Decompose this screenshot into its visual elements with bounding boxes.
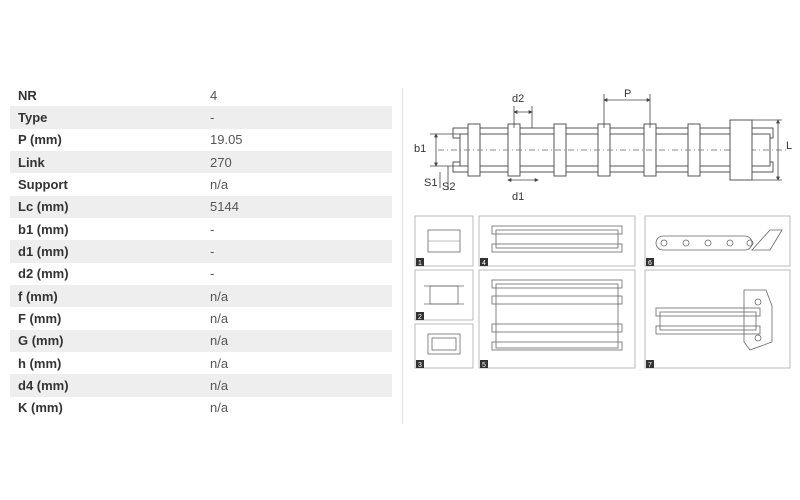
spec-value: n/a <box>210 400 229 416</box>
spec-table <box>10 84 392 419</box>
spec-row <box>10 307 392 329</box>
spec-value: n/a <box>210 177 229 193</box>
spec-label: d4 (mm) <box>10 374 210 396</box>
panel-number-tag <box>416 258 424 267</box>
panel-number: 1 <box>418 260 422 267</box>
panel-number-tag <box>480 360 488 369</box>
divider <box>402 88 403 424</box>
label-d1: d1 <box>512 191 525 203</box>
spec-label: d1 (mm) <box>10 240 210 262</box>
spec-row <box>10 84 392 106</box>
chain-drawing <box>410 80 795 375</box>
spec-value: - <box>210 221 215 237</box>
spec-label: Link <box>10 151 210 173</box>
spec-row <box>10 397 392 419</box>
label-s2: S2 <box>442 181 456 193</box>
spec-label: K (mm) <box>18 400 63 416</box>
panel-number: 5 <box>482 362 486 369</box>
panel-number: 2 <box>418 314 422 321</box>
spec-value: 19.05 <box>210 132 243 148</box>
panel-number-tag <box>646 258 654 267</box>
panel-7 <box>645 270 790 368</box>
spec-row <box>10 240 392 262</box>
spec-value: n/a <box>210 311 229 327</box>
panel-number-tag <box>416 360 424 369</box>
panel-number: 3 <box>418 362 422 369</box>
panel-6 <box>645 216 790 266</box>
panel-sketches <box>424 226 782 354</box>
spec-value: 4 <box>210 87 218 103</box>
spec-value: 270 <box>210 151 392 173</box>
spec-label: NR <box>18 87 37 103</box>
panel-number: 4 <box>482 260 486 267</box>
panel-number-tag <box>416 312 424 321</box>
spec-label: Support <box>18 177 68 193</box>
spec-label: Type <box>10 106 210 128</box>
spec-row <box>10 196 392 218</box>
spec-label: h (mm) <box>18 355 62 371</box>
label-b1: b1 <box>414 143 427 155</box>
panel-number: 6 <box>648 260 652 267</box>
spec-value: n/a <box>210 330 392 352</box>
spec-row <box>10 106 392 128</box>
spec-row <box>10 285 392 307</box>
spec-label: Lc (mm) <box>10 196 210 218</box>
variant-panels <box>415 216 790 368</box>
spec-row <box>10 129 392 151</box>
spec-label: F (mm) <box>18 311 62 327</box>
spec-row <box>10 218 392 240</box>
spec-row <box>10 151 392 173</box>
spec-label: G (mm) <box>10 330 210 352</box>
spec-row <box>10 173 392 195</box>
spec-value: - <box>210 240 392 262</box>
spec-label: b1 (mm) <box>18 221 69 237</box>
spec-value: n/a <box>210 374 392 396</box>
spec-row <box>10 263 392 285</box>
main-chain-view <box>438 120 788 180</box>
spec-value: n/a <box>210 285 392 307</box>
spec-value: 5144 <box>210 196 392 218</box>
spec-label: f (mm) <box>10 285 210 307</box>
spec-value: - <box>210 106 392 128</box>
panel-number-tag <box>480 258 488 267</box>
spec-label: P (mm) <box>18 132 62 148</box>
spec-row <box>10 374 392 396</box>
spec-row <box>10 352 392 374</box>
panel-number: 7 <box>648 362 652 369</box>
panel-4 <box>479 216 635 266</box>
spec-value: - <box>210 266 215 282</box>
label-d2: d2 <box>512 93 525 105</box>
spec-label: d2 (mm) <box>18 266 69 282</box>
label-s1: S1 <box>424 177 438 189</box>
spec-value: n/a <box>210 355 229 371</box>
spec-row <box>10 330 392 352</box>
panel-number-tag <box>646 360 654 369</box>
panel-5 <box>479 270 635 368</box>
label-l: L <box>786 140 793 152</box>
label-p: P <box>624 88 632 100</box>
